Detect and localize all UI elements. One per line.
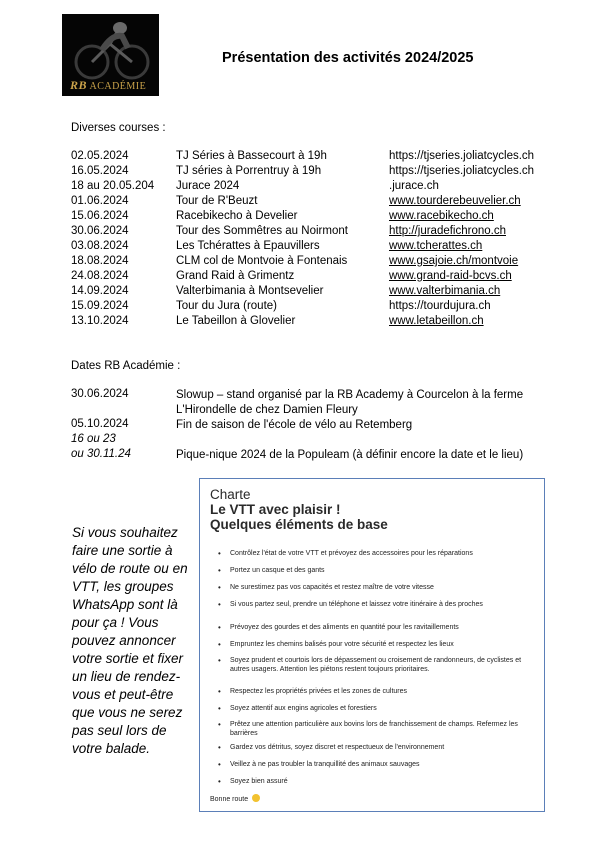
race-link[interactable]: www.grand-raid-bcvs.ch xyxy=(389,270,512,282)
charter-subtitle: Quelques éléments de base xyxy=(210,517,388,532)
charter-item: • Empruntez les chemins balisés pour votre sécurité et respectez les lieux xyxy=(212,640,530,649)
rb-date: 30.06.2024 xyxy=(71,388,129,400)
charter-item: • Si vous partez seul, prendre un téléphone et laissez votre itinéraire à des proches xyxy=(212,600,530,609)
race-name: Tour de R'Beuzt xyxy=(176,195,258,207)
race-link[interactable]: www.tourderebeuvelier.ch xyxy=(389,195,521,207)
race-link[interactable]: https://tjseries.joliatcycles.ch xyxy=(389,150,535,162)
race-row xyxy=(71,150,551,165)
whatsapp-note: Si vous souhaitez faire une sortie à vélo de route ou en VTT, les groupes WhatsApp sont là pour ça ! Vous pouvez annoncer votre sortie et fixer un lieu de rendez-vous et peut-être que vous ne serez pas seul lors de votre balade. xyxy=(72,525,188,756)
rb-date-text: Slowup – stand organisé par la RB Academy à Courcelon à la ferme L'Hirondelle de chez Damien Fleury xyxy=(176,389,524,416)
charter-footer-text: Bonne route xyxy=(210,796,249,803)
race-row xyxy=(71,270,551,285)
races-heading: Diverses courses : xyxy=(71,122,166,134)
rb-academie-logo xyxy=(62,14,159,96)
race-row xyxy=(71,255,551,270)
race-link[interactable]: www.letabeillon.ch xyxy=(389,315,484,327)
charter-item: • Prévoyez des gourdes et des aliments en quantité pour les ravitaillements xyxy=(212,623,530,632)
race-row xyxy=(71,315,551,330)
race-link[interactable]: https://tjseries.joliatcycles.ch xyxy=(389,165,535,177)
race-date: 18 au 20.05.204 xyxy=(71,180,155,192)
charter-heading: Charte xyxy=(210,487,251,502)
rb-date: 16 ou 23 xyxy=(71,433,116,445)
charter-item: • Portez un casque et des gants xyxy=(212,566,530,575)
race-name: Racebikecho à Develier xyxy=(176,210,298,222)
race-row xyxy=(71,225,551,240)
race-date: 13.10.2024 xyxy=(71,315,129,327)
rb-date: 05.10.2024 xyxy=(71,418,129,430)
charter-item: • Prêtez une attention particulière aux bovins lors de franchissement de champs. Refermez les barrières xyxy=(212,720,530,738)
race-date: 15.09.2024 xyxy=(71,300,129,312)
race-name: TJ Séries à Bassecourt à 19h xyxy=(176,150,327,162)
race-name: Le Tabeillon à Glovelier xyxy=(176,315,296,327)
charter-item: • Contrôlez l'état de votre VTT et prévoyez des accessoires pour les réparations xyxy=(212,549,530,558)
race-date: 16.05.2024 xyxy=(71,165,129,177)
race-name: TJ séries à Porrentruy à 19h xyxy=(176,165,322,177)
charter-item: • Soyez bien assuré xyxy=(212,777,530,786)
race-name: Valterbimania à Montsevelier xyxy=(176,285,324,297)
race-row xyxy=(71,240,551,255)
race-name: Tour du Jura (route) xyxy=(176,300,277,312)
charter-footer xyxy=(210,794,260,803)
rb-date-item xyxy=(71,418,551,433)
charter-title xyxy=(210,487,388,532)
race-row xyxy=(71,165,551,180)
rb-dates-heading: Dates RB Académie : xyxy=(71,360,181,372)
race-date: 14.09.2024 xyxy=(71,285,129,297)
race-link[interactable]: .jurace.ch xyxy=(389,180,439,192)
rb-date-text: Fin de saison de l'école de vélo au Retemberg xyxy=(176,419,413,431)
rb-date-item xyxy=(71,448,551,463)
race-link[interactable]: www.gsajoie.ch/montvoie xyxy=(389,255,519,267)
race-name: Tour des Sommêtres au Noirmont xyxy=(176,225,348,237)
race-row xyxy=(71,180,551,195)
race-name: Jurace 2024 xyxy=(176,180,240,192)
charter-item: • Soyez prudent et courtois lors de dépassement ou croisement de randonneurs, de cyclistes et autres usagers. Attention les piétons restent toujours prioritaires. xyxy=(212,656,530,674)
charter-item: • Respectez les propriétés privées et les zones de cultures xyxy=(212,687,530,696)
charter-subtitle: Le VTT avec plaisir ! xyxy=(210,502,341,517)
race-link[interactable]: www.tcherattes.ch xyxy=(389,240,483,252)
race-date: 03.08.2024 xyxy=(71,240,129,252)
race-link[interactable]: www.racebikecho.ch xyxy=(389,210,494,222)
race-date: 24.08.2024 xyxy=(71,270,129,282)
race-row xyxy=(71,210,551,225)
page-title: Présentation des activités 2024/2025 xyxy=(222,50,474,66)
charter-item: • Ne surestimez pas vos capacités et restez maître de votre vitesse xyxy=(212,583,530,592)
race-row xyxy=(71,195,551,210)
race-date: 15.06.2024 xyxy=(71,210,129,222)
rb-date-text: Pique-nique 2024 de la Populeam (à définir encore la date et le lieu) xyxy=(176,449,524,461)
charter-item: • Veillez à ne pas troubler la tranquillité des animaux sauvages xyxy=(212,760,530,769)
race-date: 02.05.2024 xyxy=(71,150,129,162)
logo-text: RB ACADÉMIE xyxy=(70,78,147,92)
rb-date: ou 30.11.24 xyxy=(71,448,131,460)
rb-date-item xyxy=(71,388,551,418)
race-date: 18.08.2024 xyxy=(71,255,129,267)
race-date: 30.06.2024 xyxy=(71,225,129,237)
charter-item: • Gardez vos détritus, soyez discret et respectueux de l'environnement xyxy=(212,743,530,752)
race-link[interactable]: www.valterbimania.ch xyxy=(389,285,501,297)
race-row xyxy=(71,285,551,300)
race-name: Les Tchérattes à Epauvillers xyxy=(176,240,320,252)
smiley-icon xyxy=(252,794,260,802)
race-name: CLM col de Montvoie à Fontenais xyxy=(176,255,348,267)
race-link[interactable]: http://juradefichrono.ch xyxy=(389,225,506,237)
race-date: 01.06.2024 xyxy=(71,195,129,207)
race-row xyxy=(71,300,551,315)
rb-date-item xyxy=(71,433,551,448)
charter-item: • Soyez attentif aux engins agricoles et forestiers xyxy=(212,704,530,713)
charter-box xyxy=(199,478,545,812)
race-link[interactable]: https://tourdujura.ch xyxy=(389,300,491,312)
race-name: Grand Raid à Grimentz xyxy=(176,270,295,282)
